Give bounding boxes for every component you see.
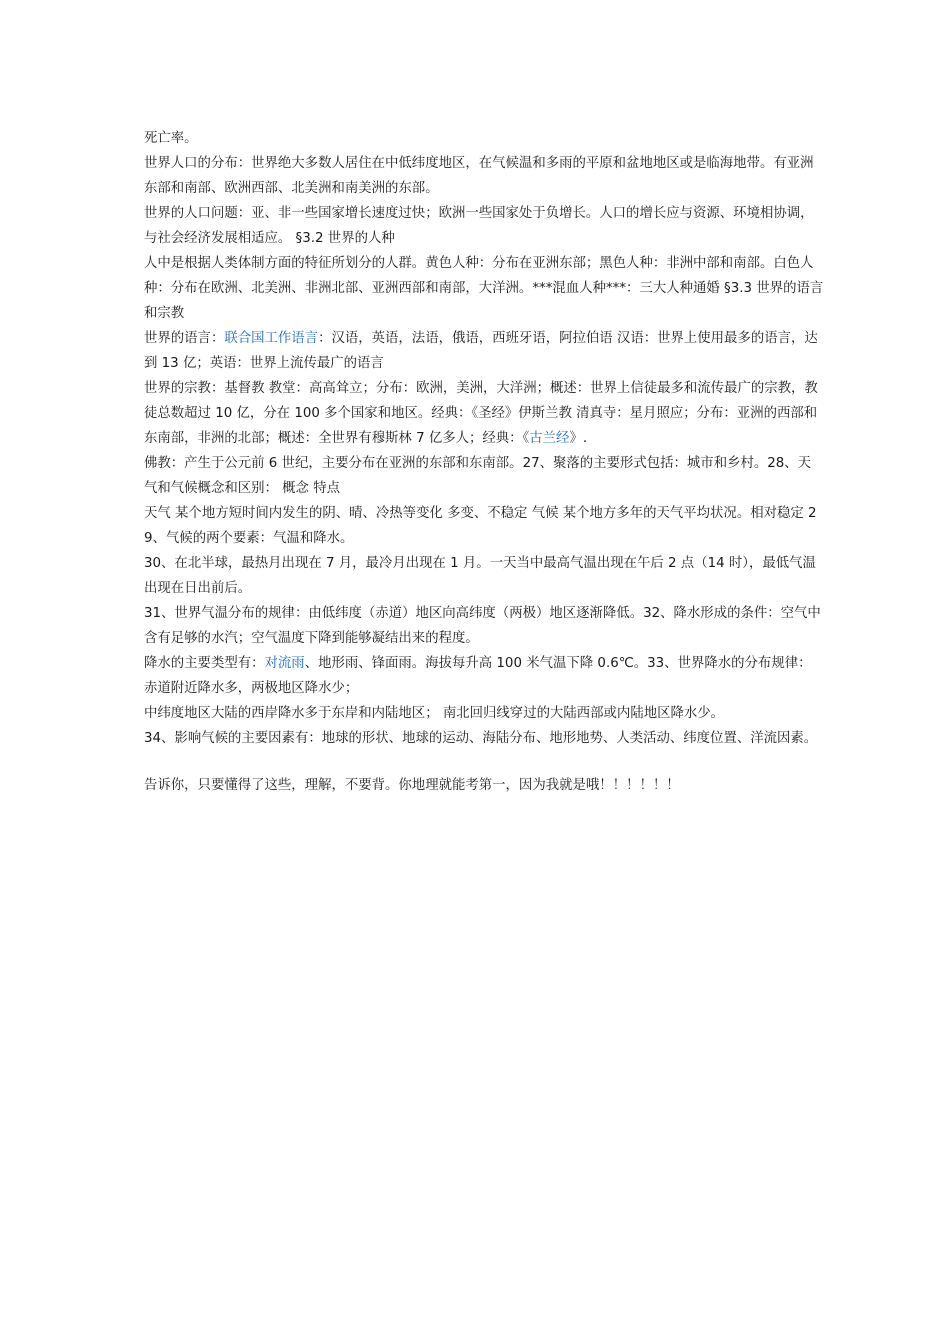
paragraph-p9 — [144, 601, 824, 651]
hyperlink[interactable]: 对流雨 — [264, 656, 305, 671]
paragraph-p3 — [144, 251, 824, 326]
paragraph-text: 降水的主要类型有： — [144, 656, 265, 671]
document-body — [144, 126, 824, 751]
paragraph-p0 — [144, 126, 824, 151]
paragraph-text: 世界的人口问题：亚、非一些国家增长速度过快；欧洲一些国家处于负增长。人口的增长应与资源、环境相协调，与社会经济发展相适应。 §3.2 世界的人种 — [144, 206, 814, 246]
paragraph-text: 》. — [569, 431, 588, 446]
paragraph-text: 34、影响气候的主要因素有：地球的形状、地球的运动、海陆分布、地形地势、人类活动、纬度位置、洋流因素。 — [144, 731, 818, 746]
paragraph-p4 — [144, 326, 824, 376]
hyperlink[interactable]: 古兰经 — [529, 431, 570, 446]
paragraph-text: 世界人口的分布：世界绝大多数人居住在中低纬度地区，在气候温和多雨的平原和盆地地区或是临海地带。有亚洲东部和南部、欧洲西部、北美洲和南美洲的东部。 — [144, 156, 814, 196]
paragraph-text: 死亡率。 — [144, 131, 198, 146]
paragraph-p5 — [144, 376, 824, 451]
paragraph-p6 — [144, 451, 824, 501]
paragraph-text: 天气 某个地方短时间内发生的阴、晴、冷热等变化 多变、不稳定 气候 某个地方多年的天气平均状况。相对稳定 29、气候的两个要素：气温和降水。 — [144, 506, 817, 546]
paragraph-text: 、地形雨、锋面雨。海拔每升高 100 米气温下降 0.6℃。33、世界降水的分布规律：赤道附近降水多，两极地区降水少； — [144, 656, 812, 696]
paragraph-p11 — [144, 701, 824, 726]
paragraph-p12 — [144, 726, 824, 751]
paragraph-text: 世界的宗教：基督教 教堂：高高耸立；分布：欧洲，美洲，大洋洲；概述：世界上信徒最多和流传最广的宗教，教徒总数超过 10 亿，分在 100 多个国家和地区。经典：《圣经》伊斯兰教 清真寺：星月照应；分布：亚洲的西部和东南部，非洲的北部；概述：全世界有穆斯林 7 亿多人；经典：《 — [144, 381, 818, 446]
paragraph-text: 31、世界气温分布的规律：由低纬度（赤道）地区向高纬度（两极）地区逐渐降低。32、降水形成的条件：空气中含有足够的水汽；空气温度下降到能够凝结出来的程度。 — [144, 606, 821, 646]
paragraph-p8 — [144, 551, 824, 601]
paragraph-text: ：汉语，英语，法语，俄语，西班牙语，阿拉伯语 汉语：世界上使用最多的语言，达到 13 亿；英语：世界上流传最广的语言 — [144, 331, 818, 371]
paragraph-p10 — [144, 651, 824, 701]
hyperlink[interactable]: 联合国工作语言 — [224, 331, 319, 346]
paragraph-text: 中纬度地区大陆的西岸降水多于东岸和内陆地区； 南北回归线穿过的大陆西部或内陆地区降水少。 — [144, 706, 725, 721]
document-page — [144, 126, 824, 798]
paragraph-p7 — [144, 501, 824, 551]
paragraph-text: 佛教：产生于公元前 6 世纪，主要分布在亚洲的东部和东南部。27、聚落的主要形式包括：城市和乡村。28、天气和气候概念和区别： 概念 特点 — [144, 456, 812, 496]
closing-remark: 告诉你，只要懂得了这些，理解，不要背。你地理就能考第一，因为我就是哦！！！！！！ — [144, 778, 680, 793]
paragraph-text: 30、在北半球，最热月出现在 7 月，最冷月出现在 1 月。一天当中最高气温出现在午后 2 点（14 时），最低气温出现在日出前后。 — [144, 556, 816, 596]
paragraph-p1 — [144, 151, 824, 201]
paragraph-p2 — [144, 201, 824, 251]
paragraph-spacer — [144, 751, 824, 773]
paragraph-text: 世界的语言： — [144, 331, 225, 346]
paragraph-text: 人中是根据人类体制方面的特征所划分的人群。黄色人种：分布在亚洲东部；黑色人种：非洲中部和南部。白色人种：分布在欧洲、北美洲、非洲北部、亚洲西部和南部，大洋洲。***混血人种***：三大人种通婚 §3.3 世界的语言和宗教 — [144, 256, 824, 321]
